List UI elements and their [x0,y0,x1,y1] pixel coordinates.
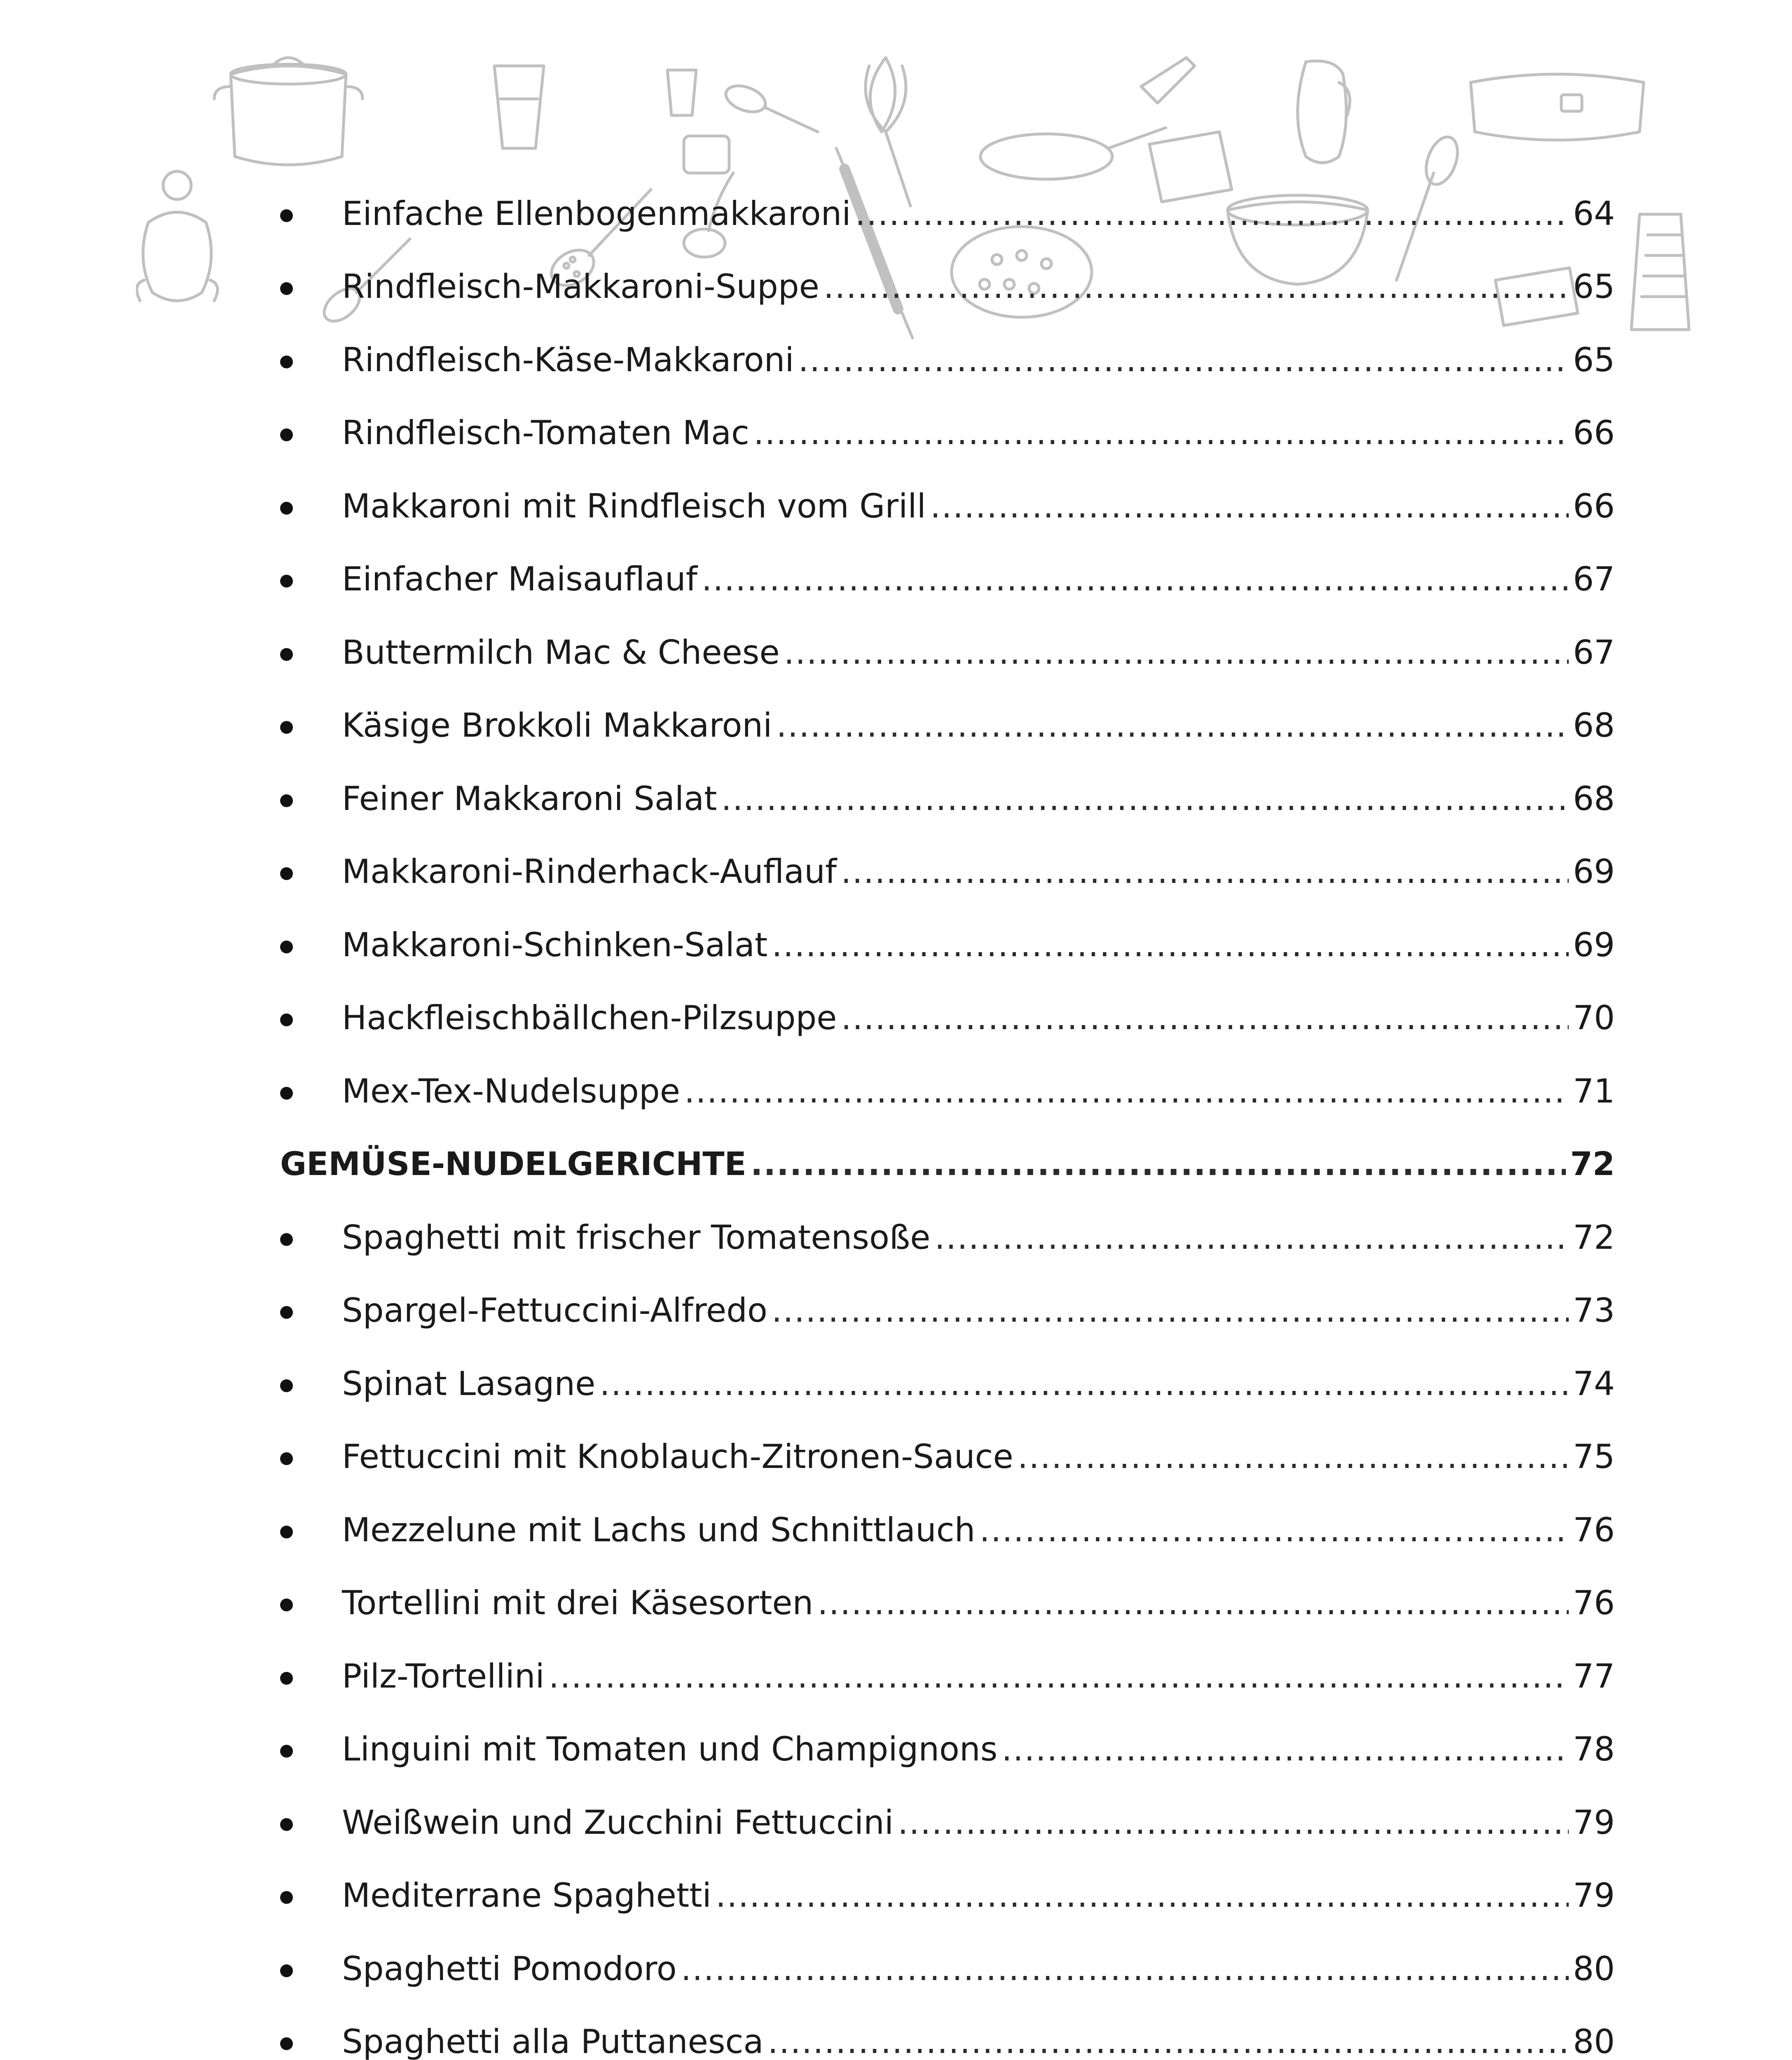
dot-leader [681,1952,1569,1985]
toc-entry-title: Spaghetti alla Puttanesca [342,2023,764,2060]
toc-entry-page-number: 72 [1570,1146,1615,1183]
dot-leader [798,344,1569,377]
toc-entry-page-number: 76 [1573,1510,1615,1549]
toc-entry-page-number: 79 [1573,1803,1615,1842]
toc-entry-title: GEMÜSE-NUDELGERICHTE [280,1146,746,1183]
toc-entry-line [342,2025,1615,2058]
toc-entry-page-number: 65 [1573,267,1615,306]
bullet-icon [280,1014,293,1026]
stock-pot-icon [214,58,363,165]
toc-entry-title: Weißwein und Zucchini Fettuccini [342,1803,894,1842]
dot-leader [702,563,1569,596]
bullet-icon [280,1452,293,1465]
toc-entry[interactable] [280,1494,1615,1567]
toc-entry-title: Mezzelune mit Lachs und Schnittlauch [342,1510,976,1549]
toc-entry[interactable] [280,1347,1615,1421]
dot-leader [935,1221,1569,1254]
toc-entry[interactable] [280,1421,1615,1494]
toc-entry-title: Hackfleischbällchen-Pilzsuppe [342,999,837,1037]
toc-entry-line [342,852,1615,891]
toc-entry-title: Makkaroni-Schinken-Salat [342,925,768,964]
toc-entry-page-number: 66 [1573,414,1615,452]
toc-entry-title: Mex-Tex-Nudelsuppe [342,1072,680,1110]
toc-entry[interactable] [280,1859,1615,1933]
toc-entry[interactable] [280,762,1615,836]
dot-leader [753,417,1569,449]
dot-leader [772,1294,1569,1327]
bullet-icon [280,1233,293,1246]
dot-leader [684,1075,1569,1108]
toc-entry-line [342,194,1615,233]
toc-entry-line [342,1072,1615,1110]
toc-entry-line [342,1949,1615,1988]
toc-entry-page-number: 64 [1573,194,1615,233]
toc-entry-page-number: 65 [1573,340,1615,379]
toc-entry-line [342,487,1615,525]
dot-leader [979,1514,1569,1547]
toc-entry-line [342,1291,1615,1330]
toc-entry-line [342,999,1615,1037]
toc-entry[interactable] [280,1640,1615,1713]
toc-entry-line [342,414,1615,452]
dot-leader [772,929,1569,962]
bullet-icon [280,1306,293,1319]
dot-leader [841,1002,1569,1035]
toc-entry-title: Buttermilch Mac & Cheese [342,633,780,672]
toc-entry-page-number: 80 [1573,2023,1615,2060]
glass-icon [494,66,544,148]
toc-entry-line [342,779,1615,818]
toc-entry-page-number: 69 [1573,925,1615,964]
toc-entry-line [342,1510,1615,1549]
bullet-icon [280,721,293,734]
toc-entry-page-number: 74 [1573,1364,1615,1403]
toc-entry-page-number: 68 [1573,779,1615,818]
knife-icon [1141,58,1195,103]
bullet-icon [280,282,293,295]
toc-entry-line [342,925,1615,964]
toc-entry-title: Rindfleisch-Makkaroni-Suppe [342,267,819,306]
shaker-icon [667,70,696,115]
bullet-icon [280,1745,293,1758]
spoon-icon [722,81,818,132]
toc-entry-title: Käsige Brokkoli Makkaroni [342,706,772,745]
dot-leader [1018,1440,1569,1473]
dot-leader [768,2025,1569,2058]
grater-icon [1631,214,1689,330]
toc-entry-line [342,340,1615,379]
dot-leader [716,1879,1569,1912]
bullet-icon [280,502,293,515]
toc-entry[interactable] [280,1567,1615,1640]
toc-entry[interactable] [280,250,1615,324]
toc-entry-page-number: 78 [1573,1730,1615,1769]
toc-entry-line [280,1146,1615,1183]
bullet-icon [280,867,293,880]
toc-entry[interactable] [280,1201,1615,1274]
toc-entry[interactable] [280,1713,1615,1786]
toc-entry-title: Feiner Makkaroni Salat [342,779,717,818]
toc-entry-page-number: 79 [1573,1876,1615,1915]
toc-entry-page-number: 72 [1573,1218,1615,1257]
bullet-icon [280,1087,293,1100]
toc-entry[interactable] [280,2006,1615,2060]
toc-entry-page-number: 77 [1573,1657,1615,1695]
toc-entry[interactable] [280,177,1615,250]
frying-pan-icon [980,128,1166,179]
toc-entry-title: Makkaroni mit Rindfleisch vom Grill [342,487,926,525]
toc-entry-line [342,1803,1615,1842]
toc-entry-title: Einfacher Maisauflauf [342,560,697,599]
dot-leader [721,782,1569,815]
cake-pan-icon [1471,74,1644,140]
toc-entry-line [342,1730,1615,1769]
bullet-icon [280,1672,293,1685]
toc-entry-title: Spargel-Fettuccini-Alfredo [342,1291,767,1330]
toc-entry-title: Mediterrane Spaghetti [342,1876,711,1915]
toc-entry[interactable] [280,836,1615,909]
toc-entry-title: Pilz-Tortellini [342,1657,545,1695]
bullet-icon [280,1599,293,1611]
bullet-icon [280,941,293,953]
toc-entry[interactable] [280,616,1615,689]
toc-entry[interactable] [280,470,1615,543]
bullet-icon [280,648,293,661]
toc-entry-line [342,633,1615,672]
dot-leader [599,1367,1569,1400]
toc-entry-page-number: 67 [1573,560,1615,599]
table-of-contents [280,177,1615,2060]
pitcher-icon [1298,61,1350,163]
dot-leader [855,197,1569,230]
toc-entry-line [342,1584,1615,1622]
toc-entry[interactable] [280,543,1615,616]
bullet-icon [280,1379,293,1392]
bullet-icon [280,356,293,368]
toc-entry-title: Spaghetti Pomodoro [342,1949,677,1988]
toc-entry[interactable] [280,323,1615,397]
toc-entry-line [342,267,1615,306]
toc-entry-page-number: 69 [1573,852,1615,891]
toc-entry[interactable] [280,1274,1615,1348]
toc-entry-line [342,1437,1615,1476]
toc-entry-title: Makkaroni-Rinderhack-Auflauf [342,852,837,891]
toc-entry-page-number: 71 [1573,1072,1615,1110]
toc-entry[interactable] [280,908,1615,982]
toc-entry[interactable] [280,1932,1615,2006]
toc-entry-line [342,1657,1615,1695]
bullet-icon [280,428,293,441]
toc-entry-line [342,1876,1615,1915]
toc-entry[interactable] [280,1055,1615,1128]
toc-entry-line [342,706,1615,745]
bullet-icon [280,794,293,807]
toc-entry-page-number: 68 [1573,706,1615,745]
bullet-icon [280,209,293,222]
toc-entry-title: Rindfleisch-Käse-Makkaroni [342,340,794,379]
bullet-icon [280,2037,293,2050]
dot-leader [784,636,1569,669]
toc-entry[interactable] [280,397,1615,470]
bullet-icon [280,1818,293,1831]
toc-entry-page-number: 76 [1573,1584,1615,1622]
dot-leader [817,1587,1569,1620]
toc-entry-page-number: 66 [1573,487,1615,525]
toc-entry-title: Linguini mit Tomaten und Champignons [342,1730,998,1769]
toc-entry-page-number: 80 [1573,1949,1615,1988]
toc-entry-title: Spinat Lasagne [342,1364,596,1403]
toc-entry-title: Rindfleisch-Tomaten Mac [342,414,749,452]
dot-leader [776,709,1569,742]
toc-entry-title: Spaghetti mit frischer Tomatensoße [342,1218,931,1257]
dot-leader [930,490,1569,523]
toc-entry-line [342,1218,1615,1257]
toc-entry-line [342,1364,1615,1403]
bullet-icon [280,1964,293,1977]
dot-leader [898,1806,1569,1839]
toc-entry[interactable] [280,689,1615,763]
toc-entry-page-number: 75 [1573,1437,1615,1476]
dot-leader [841,855,1569,888]
toc-entry[interactable] [280,1786,1615,1859]
toc-entry[interactable] [280,982,1615,1055]
toc-entry-page-number: 73 [1573,1291,1615,1330]
bullet-icon [280,575,293,588]
dot-leader [1001,1733,1569,1766]
toc-entry-title: Fettuccini mit Knoblauch-Zitronen-Sauce [342,1437,1013,1476]
toc-entry-page-number: 67 [1573,633,1615,672]
bullet-icon [280,1891,293,1904]
toc-entry-line [342,560,1615,599]
bullet-icon [280,1526,293,1538]
dot-leader [751,1148,1566,1180]
jar-icon [684,136,729,173]
dot-leader [549,1660,1569,1693]
sugar-bowl-icon [137,171,218,301]
toc-entry-page-number: 70 [1573,999,1615,1037]
toc-entry-title: Tortellini mit drei Käsesorten [342,1584,814,1622]
toc-section-heading[interactable] [280,1128,1615,1201]
toc-entry-title: Einfache Ellenbogenmakkaroni [342,194,851,233]
dot-leader [823,270,1569,303]
